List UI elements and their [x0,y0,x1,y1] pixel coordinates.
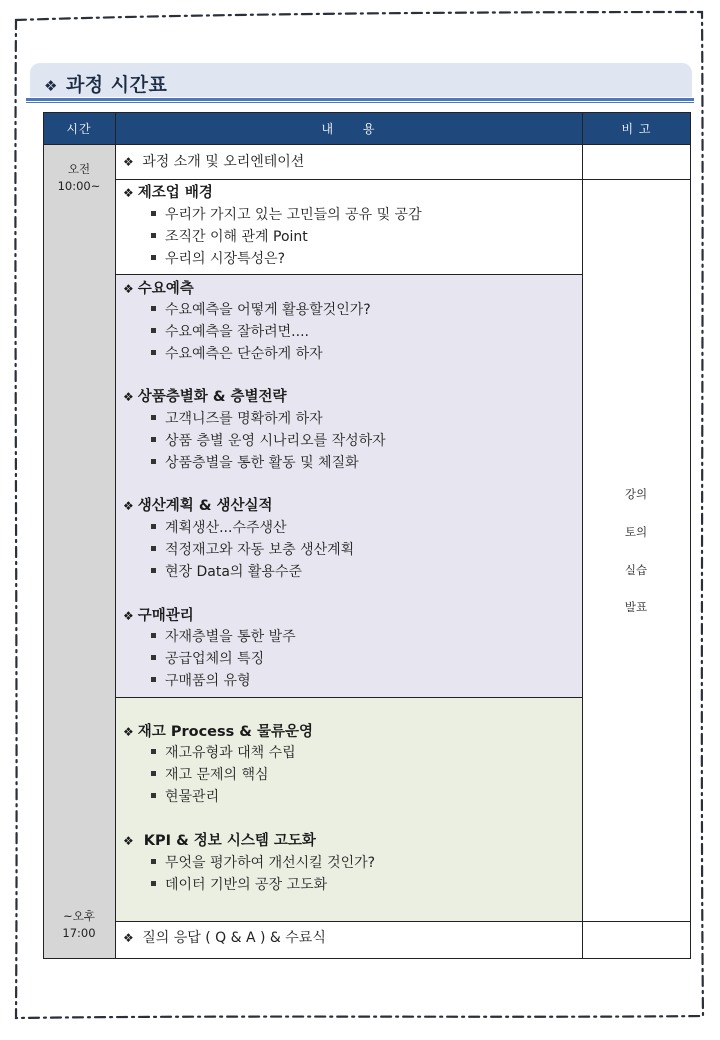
page-title-text: 과정 시간표 [65,74,168,96]
row-divider-1 [115,179,691,180]
diamond-bullet-icon: ❖ [123,155,134,169]
header-content: 내 용 [115,112,582,144]
list-item-text: 현장 Data의 활용수준 [165,564,302,580]
list-item [151,764,269,786]
list-item [151,670,251,692]
list-item-text: 공급업체의 특징 [165,651,265,667]
row-divider-3 [115,697,582,698]
square-bullet-icon [151,306,156,311]
time-start-value: 10:00~ [57,179,101,193]
header-time: 시간 [43,112,115,144]
section-title: 상품층별화 & 층별전략 [137,389,287,405]
list-item-text: 재고유형과 대책 수립 [165,745,296,761]
list-item-text: 현물관리 [165,789,220,805]
square-bullet-icon [151,677,156,682]
square-bullet-icon [151,524,156,529]
section-title: 생산계획 & 생산실적 [137,498,273,514]
time-end-label: ~오후 [63,909,95,923]
row-divider-4 [115,921,691,922]
list-item [151,742,296,764]
list-item [151,226,308,248]
schedule-table [43,112,691,959]
list-item [151,626,296,648]
square-bullet-icon [151,655,156,660]
time-start-label: 오전 [67,162,91,176]
diamond-bullet-icon: ❖ [44,77,58,95]
section-heading [123,278,194,300]
time-start [43,161,115,195]
list-item [151,561,302,583]
square-bullet-icon [151,350,156,355]
border-left [43,112,44,959]
intro-label: 과정 소개 및 오리엔테이션 [142,154,305,170]
header-divider [43,144,691,145]
list-item-text: 계획생산...수주생산 [165,520,287,536]
time-end-value: 17:00 [62,926,96,940]
list-item [151,343,323,365]
note-column [582,144,691,959]
section-title: KPI & 정보 시스템 고도화 [143,833,316,849]
diamond-bullet-icon: ❖ [123,186,134,200]
square-bullet-icon [151,881,156,886]
square-bullet-icon [151,793,156,798]
list-item-text: 우리가 가지고 있는 고민들의 공유 및 공감 [165,207,422,223]
list-item-text: 수요예측은 단순하게 하자 [165,346,323,362]
list-item [151,852,375,874]
square-bullet-icon [151,233,156,238]
diamond-bullet-icon: ❖ [123,499,134,513]
section-heading [123,830,316,852]
title-underline-thin [26,102,694,103]
square-bullet-icon [151,211,156,216]
border-top [43,112,691,113]
note-presentation: 발표 [624,600,648,614]
list-item-text: 우리의 시장특성은? [165,251,286,267]
square-bullet-icon [151,328,156,333]
list-item [151,430,386,452]
title-underline [26,98,694,101]
diamond-bullet-icon: ❖ [123,931,134,945]
section-heading [123,605,194,627]
list-item-text: 자재층별을 통한 발주 [165,629,296,645]
list-item [151,408,323,430]
border-right [690,112,691,959]
section-heading [123,182,213,204]
divider-time [115,112,116,959]
section-heading [123,386,287,408]
square-bullet-icon [151,255,156,260]
list-item-text: 무엇을 평가하여 개선시킬 것인가? [165,855,376,871]
list-item-text: 재고 문제의 핵심 [165,767,269,783]
row-divider-2 [115,274,582,275]
list-item-text: 고객니즈를 명확하게 하자 [165,411,323,427]
section-heading [123,495,273,517]
section-title: 재고 Process & 물류운영 [137,724,314,740]
closing-text [123,927,326,949]
section-title: 수요예측 [137,281,194,297]
page-title [44,70,167,97]
list-item-text: 조직간 이해 관계 Point [165,229,308,245]
list-item-text: 상품 층별 운영 시나리오를 작성하자 [165,433,386,449]
list-item [151,204,422,226]
section-title: 제조업 배경 [137,185,213,201]
header-note: 비 고 [582,112,691,144]
list-item-text: 데이터 기반의 공장 고도화 [165,877,328,893]
list-item [151,248,285,270]
square-bullet-icon [151,546,156,551]
time-end [43,908,115,942]
list-item-text: 적정재고와 자동 보충 생산계획 [165,542,355,558]
list-item [151,874,327,896]
diamond-bullet-icon: ❖ [123,390,134,404]
square-bullet-icon [151,568,156,573]
section-heading [123,721,313,743]
list-item [151,648,264,670]
note-discussion: 토의 [624,525,648,539]
diamond-bullet-icon: ❖ [123,725,134,739]
list-item [151,539,354,561]
diamond-bullet-icon: ❖ [123,834,134,848]
list-item [151,517,287,539]
square-bullet-icon [151,859,156,864]
list-item-text: 수요예측을 잘하려면.... [165,324,309,340]
square-bullet-icon [151,633,156,638]
square-bullet-icon [151,415,156,420]
list-item [151,299,371,321]
list-item [151,786,219,808]
list-item [151,452,359,474]
square-bullet-icon [151,771,156,776]
time-column [43,144,115,959]
closing-label: 질의 응답 ( Q & A ) & 수료식 [142,930,326,946]
border-bottom [43,958,691,959]
note-practice: 실습 [624,563,648,577]
square-bullet-icon [151,749,156,754]
square-bullet-icon [151,437,156,442]
intro-text [123,151,304,173]
note-lecture: 강의 [624,487,648,501]
diamond-bullet-icon: ❖ [123,609,134,623]
square-bullet-icon [151,459,156,464]
list-item-text: 상품층별을 통한 활동 및 체질화 [165,455,359,471]
diamond-bullet-icon: ❖ [123,282,134,296]
section-title: 구매관리 [137,608,194,624]
list-item [151,321,309,343]
list-item-text: 구매품의 유형 [165,673,251,689]
list-item-text: 수요예측을 어떻게 활용할것인가? [165,302,371,318]
